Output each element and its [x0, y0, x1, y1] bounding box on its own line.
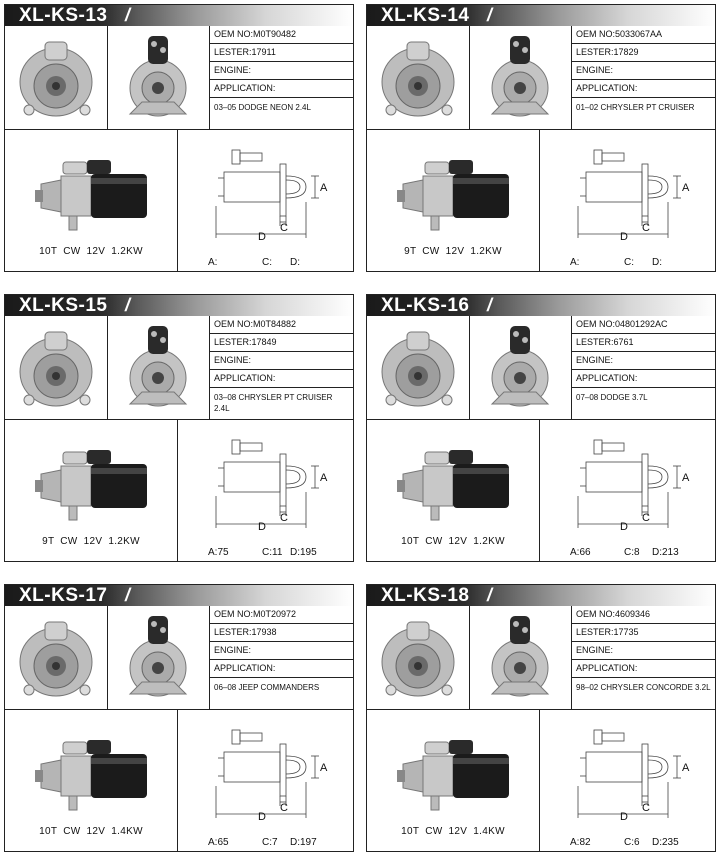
front-view-photo: [367, 316, 469, 419]
header-slash-decor: /: [487, 5, 493, 25]
engine-field: ENGINE:: [210, 642, 354, 660]
spec-info-table: [209, 26, 354, 129]
dimension-diagram-panel: [177, 130, 354, 271]
front-view-photo: [367, 26, 469, 129]
side-view-panel: [367, 420, 539, 561]
engine-field: ENGINE:: [572, 642, 716, 660]
side-view-panel: [5, 130, 177, 271]
card-header: [367, 5, 715, 26]
dim-a-label: A: [320, 182, 328, 194]
dim-a-label: A: [682, 182, 690, 194]
card-header: [5, 585, 353, 606]
dim-d-value: D:235: [652, 837, 679, 848]
dimension-diagram-panel: [539, 130, 716, 271]
product-card: [366, 4, 716, 272]
dimension-diagram-panel: [539, 420, 716, 561]
lester-number: LESTER:6761: [572, 334, 716, 352]
front-view-photo: [5, 606, 107, 709]
header-slash-decor: /: [487, 585, 493, 605]
card-header: [367, 585, 715, 606]
engine-field: ENGINE:: [572, 62, 716, 80]
dim-c-value: C:: [262, 257, 272, 268]
electrical-spec: 10T CW 12V 1.2KW: [401, 536, 505, 547]
product-card: [4, 4, 354, 272]
card-header: [5, 295, 353, 316]
lester-number: LESTER:17735: [572, 624, 716, 642]
dim-c-value: C:: [624, 257, 634, 268]
lester-number: LESTER:17911: [210, 44, 354, 62]
dim-d-label: D: [258, 521, 266, 530]
engine-field: ENGINE:: [210, 62, 354, 80]
electrical-spec: 10T CW 12V 1.4KW: [39, 826, 143, 837]
rear-view-photo: [469, 316, 572, 419]
dim-a-label: A: [320, 762, 328, 774]
dim-d-value: D:213: [652, 547, 679, 558]
spec-info-table: [571, 26, 716, 129]
side-view-panel: [367, 710, 539, 851]
dim-a-value: A:65: [208, 837, 229, 848]
electrical-spec: 10T CW 12V 1.2KW: [39, 246, 143, 257]
rear-view-photo: [107, 316, 210, 419]
product-card: [4, 294, 354, 562]
dimension-diagram-panel: [177, 710, 354, 851]
dim-c-label: C: [642, 802, 650, 814]
engine-field: ENGINE:: [210, 352, 354, 370]
dim-d-value: D:: [652, 257, 662, 268]
spec-info-table: [571, 606, 716, 709]
oem-number: OEM NO:04801292AC: [572, 316, 716, 334]
product-card: [366, 294, 716, 562]
dim-c-value: C:7: [262, 837, 278, 848]
application-value: 01–02 CHRYSLER PT CRUISER: [576, 103, 695, 112]
dimension-diagram-panel: [539, 710, 716, 851]
header-slash-decor: /: [487, 295, 493, 315]
dim-c-label: C: [280, 222, 288, 234]
rear-view-photo: [107, 26, 210, 129]
card-header: [5, 5, 353, 26]
product-code: XL-KS-17: [19, 585, 108, 606]
application-label: APPLICATION:: [210, 370, 354, 388]
oem-number: OEM NO:M0T90482: [210, 26, 354, 44]
oem-number: OEM NO:M0T84882: [210, 316, 354, 334]
dim-a-value: A:: [208, 257, 218, 268]
dim-a-label: A: [682, 472, 690, 484]
side-view-panel: [5, 710, 177, 851]
product-code: XL-KS-16: [381, 295, 470, 316]
dim-a-label: A: [682, 762, 690, 774]
application-value: 06–08 JEEP COMMANDERS: [214, 683, 320, 692]
dim-d-label: D: [620, 521, 628, 530]
front-view-photo: [5, 26, 107, 129]
oem-number: OEM NO:4609346: [572, 606, 716, 624]
electrical-spec: 9T CW 12V 1.2KW: [404, 246, 502, 257]
product-code: XL-KS-18: [381, 585, 470, 606]
product-code: XL-KS-14: [381, 5, 470, 26]
dim-a-value: A:: [570, 257, 580, 268]
product-code: XL-KS-13: [19, 5, 108, 26]
spec-info-table: [209, 606, 354, 709]
dim-c-label: C: [642, 222, 650, 234]
dim-a-label: A: [320, 472, 328, 484]
dim-d-value: D:: [290, 257, 300, 268]
side-view-panel: [367, 130, 539, 271]
dim-c-label: C: [280, 802, 288, 814]
application-value: 03–05 DODGE NEON 2.4L: [214, 103, 311, 112]
application-value: 07–08 DODGE 3.7L: [576, 393, 648, 402]
dim-d-label: D: [620, 231, 628, 240]
product-code: XL-KS-15: [19, 295, 108, 316]
dimension-diagram-panel: [177, 420, 354, 561]
spec-info-table: [571, 316, 716, 419]
header-slash-decor: /: [125, 585, 131, 605]
rear-view-photo: [469, 606, 572, 709]
application-label: APPLICATION:: [572, 80, 716, 98]
engine-field: ENGINE:: [572, 352, 716, 370]
application-label: APPLICATION:: [572, 660, 716, 678]
front-view-photo: [5, 316, 107, 419]
spec-info-table: [209, 316, 354, 419]
rear-view-photo: [469, 26, 572, 129]
dim-d-label: D: [620, 811, 628, 820]
dim-c-value: C:11: [262, 547, 283, 558]
dim-c-value: C:6: [624, 837, 640, 848]
card-header: [367, 295, 715, 316]
electrical-spec: 10T CW 12V 1.4KW: [401, 826, 505, 837]
lester-number: LESTER:17938: [210, 624, 354, 642]
front-view-photo: [367, 606, 469, 709]
dim-c-label: C: [642, 512, 650, 524]
dim-d-label: D: [258, 811, 266, 820]
dim-a-value: A:66: [570, 547, 591, 558]
dim-d-value: D:197: [290, 837, 317, 848]
oem-number: OEM NO:M0T20972: [210, 606, 354, 624]
application-label: APPLICATION:: [210, 660, 354, 678]
application-value: 03–08 CHRYSLER PT CRUISER 2.4L: [214, 393, 333, 413]
header-slash-decor: /: [125, 5, 131, 25]
dim-c-value: C:8: [624, 547, 640, 558]
electrical-spec: 9T CW 12V 1.2KW: [42, 536, 140, 547]
application-value: 98–02 CHRYSLER CONCORDE 3.2L: [576, 683, 711, 692]
lester-number: LESTER:17829: [572, 44, 716, 62]
application-label: APPLICATION:: [572, 370, 716, 388]
dim-c-label: C: [280, 512, 288, 524]
dim-a-value: A:82: [570, 837, 591, 848]
rear-view-photo: [107, 606, 210, 709]
dim-d-label: D: [258, 231, 266, 240]
product-card: [4, 584, 354, 852]
dim-a-value: A:75: [208, 547, 229, 558]
dim-d-value: D:195: [290, 547, 317, 558]
oem-number: OEM NO:5033067AA: [572, 26, 716, 44]
product-card: [366, 584, 716, 852]
application-label: APPLICATION:: [210, 80, 354, 98]
side-view-panel: [5, 420, 177, 561]
header-slash-decor: /: [125, 295, 131, 315]
lester-number: LESTER:17849: [210, 334, 354, 352]
